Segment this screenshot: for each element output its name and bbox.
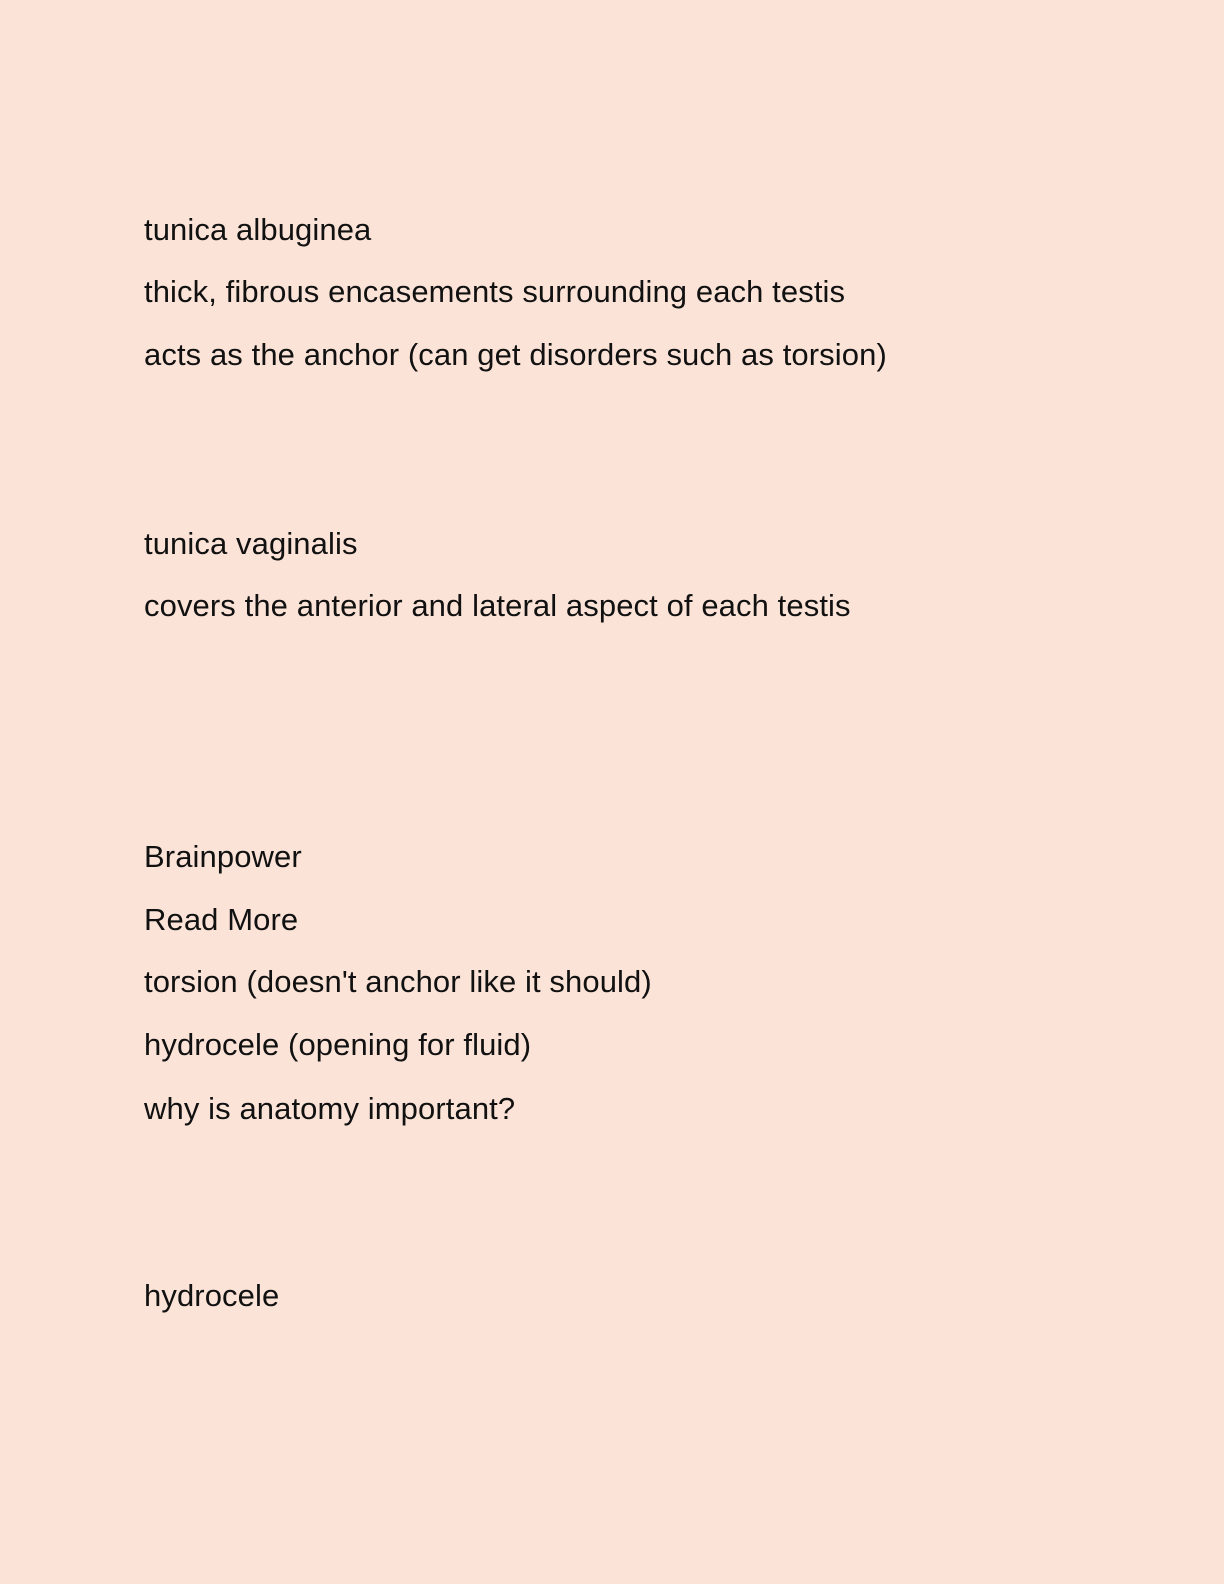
section-heading-tunica-vaginalis: tunica vaginalis (144, 526, 358, 561)
definition-line: covers the anterior and lateral aspect of each testis (144, 588, 851, 623)
section-heading-tunica-albuginea: tunica albuginea (144, 212, 372, 247)
section-heading-brainpower: Brainpower (144, 839, 302, 874)
definition-line: thick, fibrous encasements surrounding each testis (144, 274, 846, 309)
section-heading-hydrocele: hydrocele (144, 1278, 280, 1313)
definition-line: torsion (doesn't anchor like it should) (144, 964, 652, 999)
definition-line: acts as the anchor (can get disorders such as torsion) (144, 337, 887, 372)
definition-line: why is anatomy important? (144, 1091, 516, 1126)
read-more-link[interactable]: Read More (144, 902, 299, 937)
definition-line: hydrocele (opening for fluid) (144, 1027, 532, 1062)
